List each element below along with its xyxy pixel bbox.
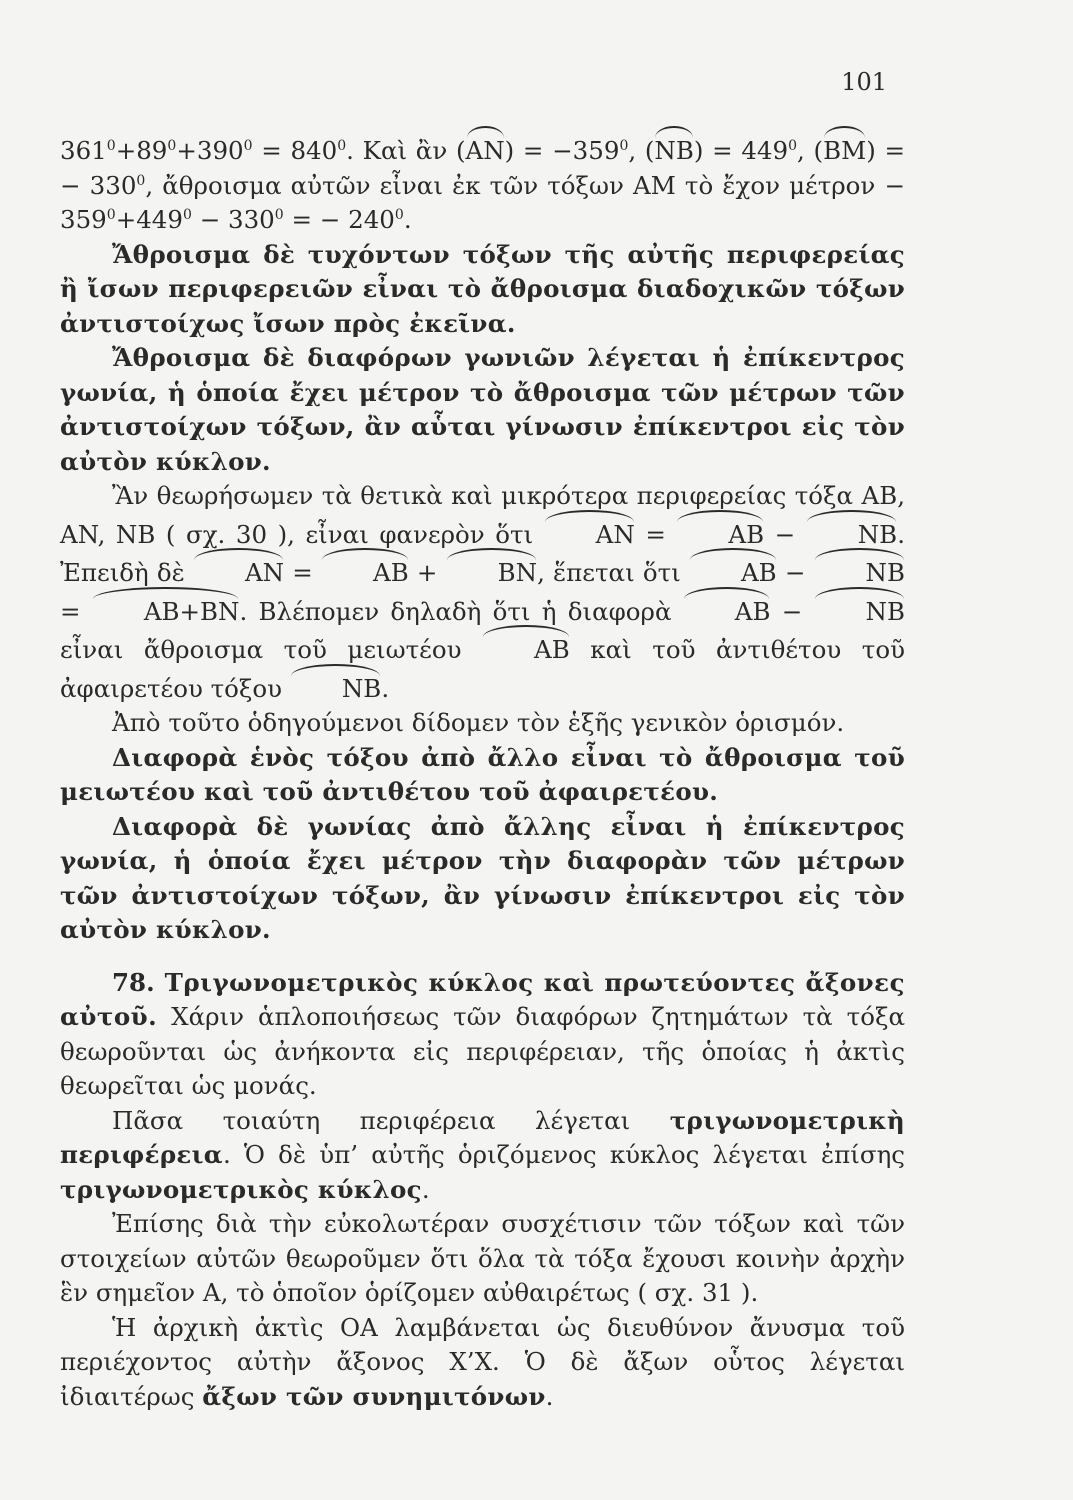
- section-title: Τριγωνομετρικὸς κύκλος καὶ πρωτεύοντες ἄξονες αὐτοῦ.: [60, 967, 905, 1031]
- arc-symbol: NB: [806, 514, 897, 553]
- paragraph-arc-difference-example: Ἂν θεωρήσωμεν τὰ θετικὰ καὶ μικρότερα περιφερείας τόξα AB, AN, NB ( σχ. 30 ), εἶναι φανερὸν ὅτι AN = AB − NB. Ἐπειδὴ δὲ AN = AB + BN, ἕπεται ὅτι AB − NB = AB+BN. Βλέπομεν δηλαδὴ ὅτι ἡ διαφορὰ AB − NB εἶναι ἄθροισμα τοῦ μειωτέου AB καὶ τοῦ ἀντιθέτου τοῦ ἀφαιρετέου τόξου NB.: [60, 479, 905, 706]
- definition-angle-difference: Διαφορὰ δὲ γωνίας ἀπὸ ἄλλης εἶναι ἡ ἐπίκεντρος γωνία, ἡ ὁποία ἔχει μέτρον τὴν διαφορὰν τῶν μέτρων τῶν ἀντιστοίχων τόξων, ἂν γίνωσιν ἐπίκεντροι εἰς τὸν αὐτὸν κύκλον.: [60, 811, 905, 944]
- arc-symbol: NB: [814, 552, 905, 591]
- section-text: Χάριν ἁπλοποιήσεως τῶν διαφόρων ζητημάτων τὰ τόξα θεωροῦνται ὡς ἀνήκοντα εἰς περιφέρειαν, τῆς ὁποίας ἡ ἀκτὶς θεωρεῖται ὡς μονάς.: [60, 1002, 905, 1100]
- paragraph-arc-sum-example: $361^0+89^0+390^0 = 840^0$. Καὶ ἂν $(AN) = -359^0$, $(NB) = 449^0$, (BM) = − $330^0$, ἄθροισμα αὐτῶν εἶναι ἐκ τῶν τόξων AM τὸ ἔχον $\mu έ\tau\rho o\nu - 359^0+449^0 - 330^0$ = − $240^0$.: [60, 130, 905, 238]
- paragraph-cosine-axis: Ἡ ἀρχικὴ ἀκτὶς OA λαμβάνεται ὡς διευθύνον ἄνυσμα τοῦ περιέχοντος αὐτὴν ἄξονος X’X. Ὁ δὲ ἄξων οὗτος λέγεται ἰδιαιτέρως ἄξων τῶν συνημιτόνων.: [60, 1312, 905, 1411]
- arc-symbol: AB: [683, 591, 771, 630]
- definition-arc-sum: Ἄθροισμα δὲ τυχόντων τόξων τῆς αὐτῆς περιφερείας ἢ ἴσων περιφερειῶν εἶναι τὸ ἄθροισμα διαδοχικῶν τόξων ἀντιστοίχως ἴσων πρὸς ἐκεῖνα.: [60, 239, 905, 338]
- arc-symbol: BN: [446, 552, 537, 591]
- paragraph-common-origin: Ἐπίσης διὰ τὴν εὐκολωτέραν συσχέτισιν τῶν τόξων καὶ τῶν στοιχείων αὐτῶν θεωροῦμεν ὅτι ὅλα τὰ τόξα ἔχουσι κοινὴν ἀρχὴν ἓν σημεῖον A, τὸ ὁποῖον ὁρίζομεν αὐθαιρέτως ( σχ. 31 ).: [60, 1209, 905, 1307]
- paragraph-general-definition-intro: Ἀπὸ τοῦτο ὁδηγούμενοι δίδομεν τὸν ἑξῆς γενικὸν ὁρισμόν.: [112, 708, 845, 737]
- section-78: [60, 966, 905, 1104]
- arc-symbol: NB: [290, 668, 381, 707]
- section-number: 78.: [112, 967, 155, 997]
- definition-arc-difference: Διαφορὰ ἑνὸς τόξου ἀπὸ ἄλλο εἶναι τὸ ἄθροισμα τοῦ μειωτέου καὶ τοῦ ἀντιθέτου τοῦ ἀφαιρετέου.: [60, 742, 905, 806]
- arc-symbol: AB: [321, 552, 409, 591]
- text-body: [60, 130, 905, 1414]
- arc-symbol: AB+BN: [92, 591, 240, 630]
- term-cosine-axis: ἄξων τῶν συνημιτόνων: [202, 1381, 546, 1411]
- arc-symbol: AN: [466, 130, 505, 169]
- arc-symbol: AN: [544, 514, 635, 553]
- arc-symbol: BM: [823, 130, 866, 169]
- term-trig-circle: τριγωνομετρικὸς κύκλος: [60, 1174, 422, 1204]
- definition-angle-sum: Ἄθροισμα δὲ διαφόρων γωνιῶν λέγεται ἡ ἐπίκεντρος γωνία, ἡ ὁποία ἔχει μέτρον τὸ ἄθροισμα τῶν μέτρων τῶν ἀντιστοίχων τόξων, ἂν αὗται γίνωσιν ἐπίκεντροι εἰς τὸν αὐτὸν κύκλον.: [60, 343, 905, 476]
- paragraph-trig-circle: Πᾶσα τοιαύτη περιφέρεια λέγεται τριγωνομετρικὴ περιφέρεια. Ὁ δὲ ὑπ’ αὐτῆς ὁριζόμενος κύκλος λέγεται ἐπίσης τριγωνομετρικὸς κύκλος.: [60, 1105, 905, 1204]
- arc-symbol: NB: [814, 591, 905, 630]
- arc-symbol: AB: [482, 629, 570, 668]
- term-trig-circumference: τριγωνομετρικὴ περιφέρεια: [60, 1105, 905, 1169]
- arc-symbol: AB: [676, 514, 764, 553]
- page-number: 101: [841, 68, 887, 96]
- arc-symbol: AN: [193, 552, 284, 591]
- arc-symbol: NB: [654, 130, 693, 169]
- arc-symbol: AB: [689, 552, 777, 591]
